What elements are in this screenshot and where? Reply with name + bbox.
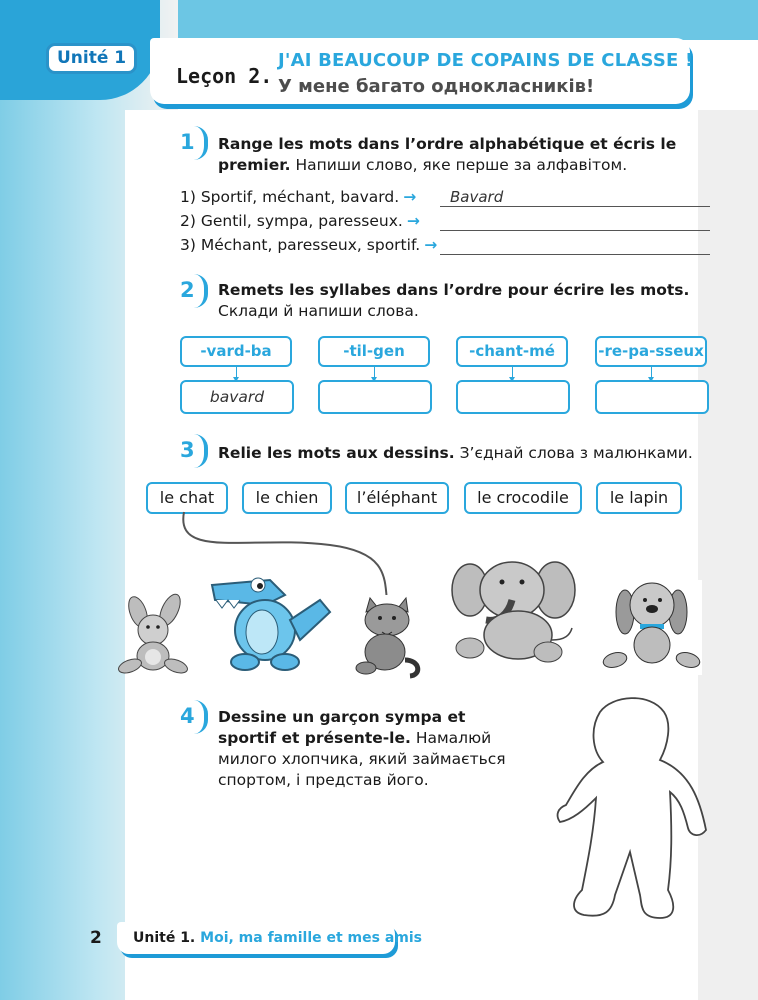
rabbit-toy-icon [117, 591, 190, 676]
arrow-right-icon: → [403, 188, 417, 206]
page-number: 2 [90, 928, 102, 948]
exercise-2-instruction: Remets les syllabes dans l’ordre pour écrire les mots. Склади й напиши слова. [218, 281, 690, 320]
cat-toy-icon [350, 595, 422, 677]
lesson-title-ukrainian: У мене багато однокласників! [278, 76, 595, 97]
exercise-2-number: 2 [170, 276, 206, 306]
word-card-cat[interactable]: le chat [146, 482, 228, 514]
word-card-crocodile[interactable]: le crocodile [464, 482, 582, 514]
footer-title: Unité 1. Moi, ma famille et mes amis [133, 930, 423, 946]
word-card-dog[interactable]: le chien [242, 482, 332, 514]
lesson-number: Leçon 2. [176, 64, 273, 88]
exercise-3-number: 3 [170, 436, 206, 466]
unit-badge: Unité 1 [46, 43, 137, 74]
word-answer-box-1[interactable]: bavard [180, 380, 294, 414]
exercise-1-number: 1 [170, 128, 206, 158]
exercise-3-instruction: Relie les mots aux dessins. З’єднай слова з малюнками. [218, 444, 693, 462]
exercise-1-instruction: Range les mots dans l’ordre alphabétique et écris le premier. Напиши слово, яке перше за алфавітом. [218, 135, 677, 174]
syllable-card-2: -til-gen [318, 336, 430, 367]
exercise-1-answer-1[interactable]: Bavard [450, 188, 504, 206]
exercise-1-item-2: 2) Gentil, sympa, paresseux. → [180, 212, 420, 230]
boy-silhouette-outline [558, 698, 706, 918]
word-card-rabbit[interactable]: le lapin [596, 482, 682, 514]
elephant-toy-icon [450, 555, 578, 675]
word-card-elephant[interactable]: l’éléphant [345, 482, 449, 514]
exercise-1-item-1: 1) Sportif, méchant, bavard. → [180, 188, 417, 206]
lesson-title-french: J'AI BEAUCOUP DE COPAINS DE CLASSE ! [278, 50, 694, 71]
exercise-1-item-3: 3) Méchant, paresseux, sportif. → [180, 236, 438, 254]
syllable-card-4: -re-pa-sseux [595, 336, 707, 367]
crocodile-toy-icon [208, 560, 332, 674]
syllable-card-3: -chant-mé [456, 336, 568, 367]
exercise-4-number: 4 [170, 702, 206, 732]
dog-toy-icon [602, 580, 702, 675]
arrow-right-icon: → [406, 212, 420, 230]
exercise-4-instruction: Dessine un garçon sympa et sportif et présente-le. Намалюй милого хлопчика, який займається спортом, і представ його. [218, 708, 506, 789]
syllable-card-1: -vard-ba [180, 336, 292, 367]
arrow-right-icon: → [424, 236, 438, 254]
